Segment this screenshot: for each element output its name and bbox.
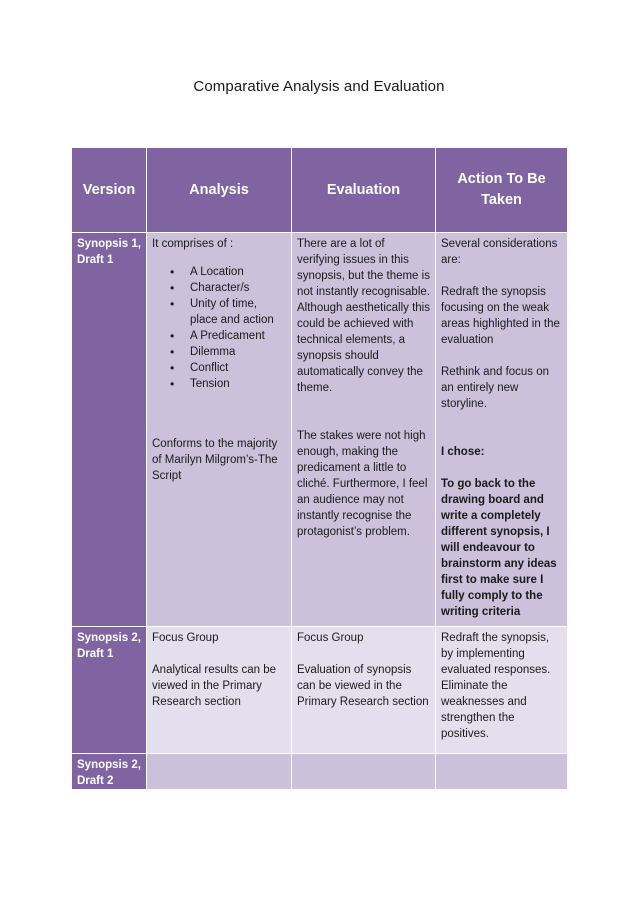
analysis-intro: It comprises of :: [152, 238, 234, 250]
header-analysis: Analysis: [147, 148, 292, 233]
action-paragraph: Redraft the synopsis focusing on the weak areas highlighted in the evaluation: [441, 286, 560, 346]
row-version-label: Synopsis 1, Draft 1: [72, 233, 147, 627]
spacer: [297, 646, 430, 662]
comparison-table: [71, 147, 568, 790]
action-cell: [436, 627, 568, 754]
table-row: [72, 233, 568, 627]
table-row: [72, 627, 568, 754]
action-cell: [436, 754, 568, 790]
header-action: Action To Be Taken: [436, 148, 568, 233]
spacer: [297, 396, 430, 428]
analysis-cell: [147, 627, 292, 754]
evaluation-cell: [292, 627, 436, 754]
analysis-paragraph: Focus Group: [152, 632, 219, 644]
evaluation-paragraph: There are a lot of verifying issues in this synopsis, but the theme is not instantly recognisable. Although aesthetically this could be achieved with technical elements, a synopsis should automatically convey the theme.: [297, 238, 430, 394]
spacer: [441, 460, 562, 476]
evaluation-paragraph: Evaluation of synopsis can be viewed in the Primary Research section: [297, 664, 429, 708]
element-list: [152, 264, 286, 392]
analysis-cell: [147, 233, 292, 627]
table-row: [72, 754, 568, 790]
list-item: • A Predicament: [190, 328, 286, 344]
list-item: • A Location: [190, 264, 286, 280]
header-version: Version: [72, 148, 147, 233]
row-version-label: Synopsis 2, Draft 1: [72, 627, 147, 754]
spacer: [441, 412, 562, 444]
action-paragraph: Several considerations are:: [441, 238, 558, 266]
action-cell: [436, 233, 568, 627]
action-paragraph: Redraft the synopsis, by implementing evaluated responses. Eliminate the weaknesses and strengthen the positives.: [441, 632, 551, 740]
header-row: [72, 148, 568, 233]
spacer: [152, 646, 286, 662]
list-item: • Character/s: [190, 280, 286, 296]
list-item: • Dilemma: [190, 344, 286, 360]
list-item: • Conflict: [190, 360, 286, 376]
list-item: • Tension: [190, 376, 286, 392]
spacer: [441, 348, 562, 364]
analysis-paragraph: Analytical results can be viewed in the Primary Research section: [152, 664, 277, 708]
evaluation-cell: [292, 754, 436, 790]
evaluation-paragraph: The stakes were not high enough, making the predicament a little to cliché. Furthermore, I feel an audience may not instantly recognise the protagonist’s problem.: [297, 430, 428, 538]
header-evaluation: Evaluation: [292, 148, 436, 233]
analysis-note: Conforms to the majority of Marilyn Milgrom’s-The Script: [152, 438, 278, 482]
action-choice-heading: I chose:: [441, 446, 485, 458]
evaluation-cell: [292, 233, 436, 627]
evaluation-paragraph: Focus Group: [297, 632, 364, 644]
analysis-cell: [147, 754, 292, 790]
spacer: [441, 268, 562, 284]
spacer: [152, 392, 286, 436]
page-title: Comparative Analysis and Evaluation: [193, 78, 445, 95]
list-item: • Unity of time, place and action: [190, 296, 286, 328]
action-choice-text: To go back to the drawing board and write a completely different synopsis, I will endeavour to brainstorm any ideas first to make sure I fully comply to the writing criteria: [441, 478, 557, 618]
action-paragraph: Rethink and focus on an entirely new storyline.: [441, 366, 550, 410]
row-version-label: Synopsis 2, Draft 2: [72, 754, 147, 790]
